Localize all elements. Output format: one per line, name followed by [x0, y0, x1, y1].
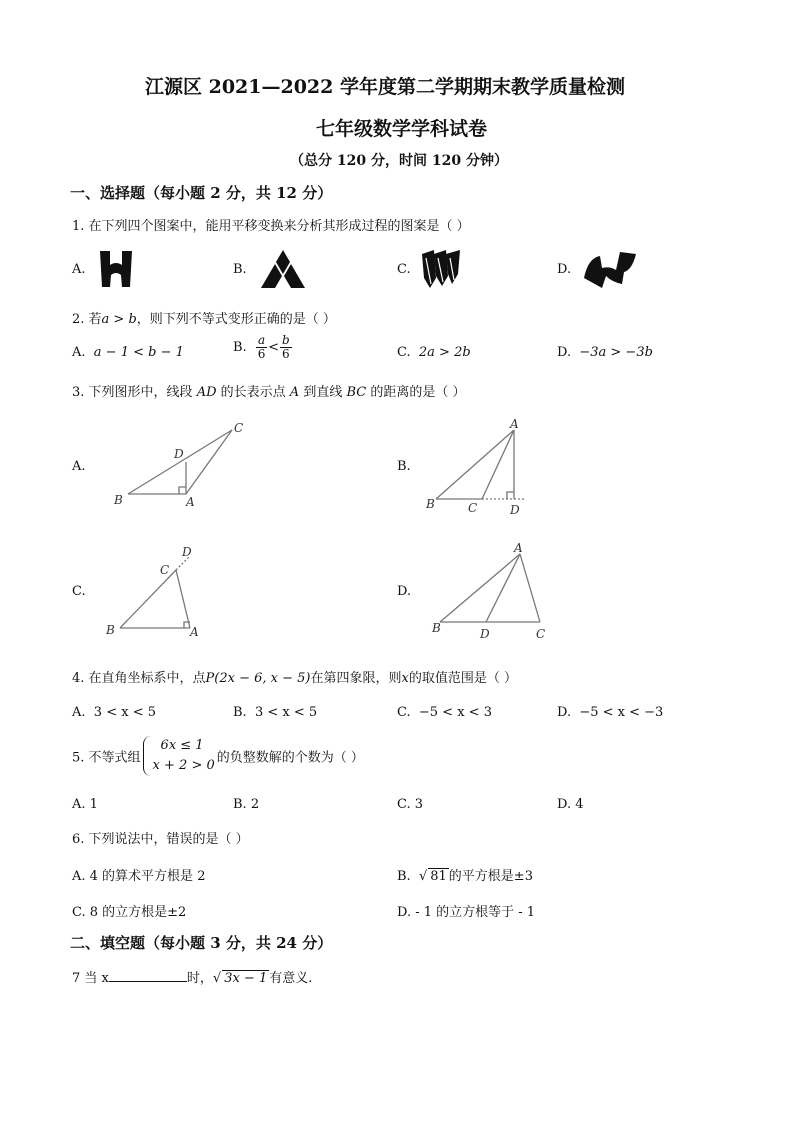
q2-option-b [233, 334, 293, 361]
exam-title: 江源区 2021—2022 学年度第二学期期末教学质量检测 [145, 76, 625, 98]
q3d-label-c: C [536, 627, 546, 641]
q1-option-d-figure [582, 248, 638, 290]
section-2-heading: 二、填空题（每小题 3 分，共 24 分） [70, 934, 333, 952]
q3-option-a-label: A. [72, 459, 86, 474]
q3-stem-mid2: 到直线 [303, 385, 343, 400]
q4-a-label: A. [72, 705, 86, 720]
q2-b-label: B. [233, 340, 247, 355]
question-3-stem [72, 381, 466, 400]
q6-b-post: 的平方根是±3 [448, 869, 533, 884]
exam-info: （总分 120 分，时间 120 分钟） [290, 153, 508, 169]
section-heading: 一、选择题（每小题 2 分，共 12 分） [70, 184, 333, 202]
q4-stem-post: 的取值范围是（ ） [408, 671, 517, 686]
q4-var: x [401, 671, 409, 686]
q3-option-c-label: C. [72, 584, 86, 599]
q1-option-a-label: A. [72, 262, 86, 277]
q3-option-d-label: D. [397, 584, 412, 599]
q5-option-b: B. 2 [233, 797, 260, 812]
q2-b-den1: 6 [257, 347, 266, 361]
q4-c-text: −5 < x < 3 [418, 705, 492, 720]
q3b-label-a: A [510, 417, 519, 431]
q7-stem-post: 有意义. [269, 971, 313, 986]
q3b-label-d: D [510, 503, 520, 517]
exam-subtitle: 七年级数学学科试卷 [316, 118, 488, 140]
q4-c-label: C. [397, 705, 411, 720]
q4-stem-mid: 在第四象限，则 [310, 671, 402, 686]
q3-option-b-label: B. [397, 459, 411, 474]
q5-option-d: D. 4 [557, 797, 584, 812]
q3-option-c-figure [100, 540, 210, 640]
q2-d-label: D. [557, 345, 572, 360]
q5-stem-pre: 5. 不等式组 [72, 750, 141, 766]
q2-stem-post: ，则下列不等式变形正确的是（ ） [136, 312, 336, 327]
q2-b-den2: 6 [282, 347, 290, 361]
q2-stem-pre: 2. 若 [72, 312, 102, 327]
q2-d-text: −3a > −3b [579, 345, 653, 360]
q2-c-text: 2a > 2b [418, 345, 471, 360]
q2-option-c [397, 345, 471, 360]
q4-option-a [72, 705, 156, 720]
q7-radicand: 3x − 1 [224, 971, 268, 986]
q3-option-d-figure [428, 538, 558, 642]
q4-option-b [233, 705, 317, 720]
q3b-label-b: B [426, 497, 435, 511]
q1-option-d-label: D. [557, 262, 572, 277]
q2-b-relation: < [268, 340, 280, 355]
q4-d-label: D. [557, 705, 572, 720]
q2-a-label: A. [72, 345, 86, 360]
q3-line: BC [346, 385, 367, 400]
q1-option-b-figure [258, 248, 308, 292]
q1-option-c-label: C. [397, 262, 411, 277]
q3-option-a-figure [110, 418, 250, 510]
q4-b-text: 3 < x < 5 [254, 705, 318, 720]
q4-option-c [397, 705, 492, 720]
q2-option-a [72, 345, 184, 360]
question-1-stem: 1. 在下列四个图案中，能用平移变换来分析其形成过程的图案是（ ） [72, 219, 470, 234]
q2-option-d [557, 345, 653, 360]
q2-b-num1: a [257, 333, 266, 347]
question-2-stem [72, 308, 336, 327]
q3c-label-c: C [160, 563, 170, 577]
q1-option-a-figure [96, 247, 136, 291]
q2-b-fraction-2 [280, 334, 292, 361]
q7-stem-mid: 时， [186, 971, 213, 986]
q6-option-a: A. 4 的算术平方根是 2 [72, 869, 206, 884]
q3-stem-mid: 的长表示点 [220, 385, 286, 400]
q3-segment: AD [196, 385, 217, 400]
q3c-label-a: A [190, 625, 199, 639]
q3-stem-post: 的距离的是（ ） [370, 385, 466, 400]
q2-a-text: a − 1 < b − 1 [93, 345, 184, 360]
q6-option-b: B. √ 81 的平方根是±3 [397, 869, 533, 884]
q2-c-label: C. [397, 345, 411, 360]
q3b-label-c: C [468, 501, 478, 515]
q5-option-a: A. 1 [72, 797, 98, 812]
q3-stem-pre: 3. 下列图形中，线段 [72, 385, 193, 400]
q5-stem-post: 的负整数解的个数为（ ） [216, 750, 364, 766]
question-7-stem: 7 当 x 时，√ 3x − 1 有意义. [72, 971, 313, 986]
q2-b-fraction-1 [256, 334, 267, 361]
question-6-stem: 6. 下列说法中，错误的是（ ） [72, 832, 249, 847]
q5-option-c: C. 3 [397, 797, 424, 812]
q4-a-text: 3 < x < 5 [93, 705, 156, 720]
q3a-label-c: C [234, 421, 244, 435]
q5-inequality-system [143, 736, 215, 776]
q3a-label-b: B [114, 493, 123, 507]
q1-option-c-figure [420, 248, 464, 292]
q4-point: P(2x − 6, x − 5) [205, 671, 311, 686]
q3a-label-d: D [174, 447, 184, 461]
q3d-label-d: D [480, 627, 490, 641]
q6-b-radicand: 81 [430, 869, 447, 884]
q3d-label-a: A [514, 541, 523, 555]
q6-option-d: D. - 1 的立方根等于 - 1 [397, 905, 536, 920]
question-5-stem [72, 736, 364, 776]
question-4-stem [72, 667, 517, 686]
q7-stem-pre: 7 当 x [72, 971, 109, 986]
q5-row-1: 6x ≤ 1 [160, 738, 204, 753]
q5-row-2: x + 2 > 0 [152, 758, 215, 773]
q4-d-text: −5 < x < −3 [579, 705, 664, 720]
q3a-label-a: A [186, 495, 195, 509]
q6-b-label: B. [397, 869, 411, 884]
q1-option-b-label: B. [233, 262, 247, 277]
q3-point: A [289, 385, 300, 400]
q6-option-c: C. 8 的立方根是±2 [72, 905, 187, 920]
q4-b-label: B. [233, 705, 247, 720]
q7-answer-blank[interactable] [109, 969, 187, 982]
q3-option-b-figure [422, 416, 532, 520]
q3d-label-b: B [432, 621, 441, 635]
q4-stem-pre: 4. 在直角坐标系中，点 [72, 671, 206, 686]
q2-b-num2: b [282, 333, 290, 347]
q4-option-d [557, 705, 663, 720]
q3c-label-d: D [182, 545, 192, 559]
q3c-label-b: B [106, 623, 115, 637]
q2-condition: a > b [101, 312, 137, 327]
